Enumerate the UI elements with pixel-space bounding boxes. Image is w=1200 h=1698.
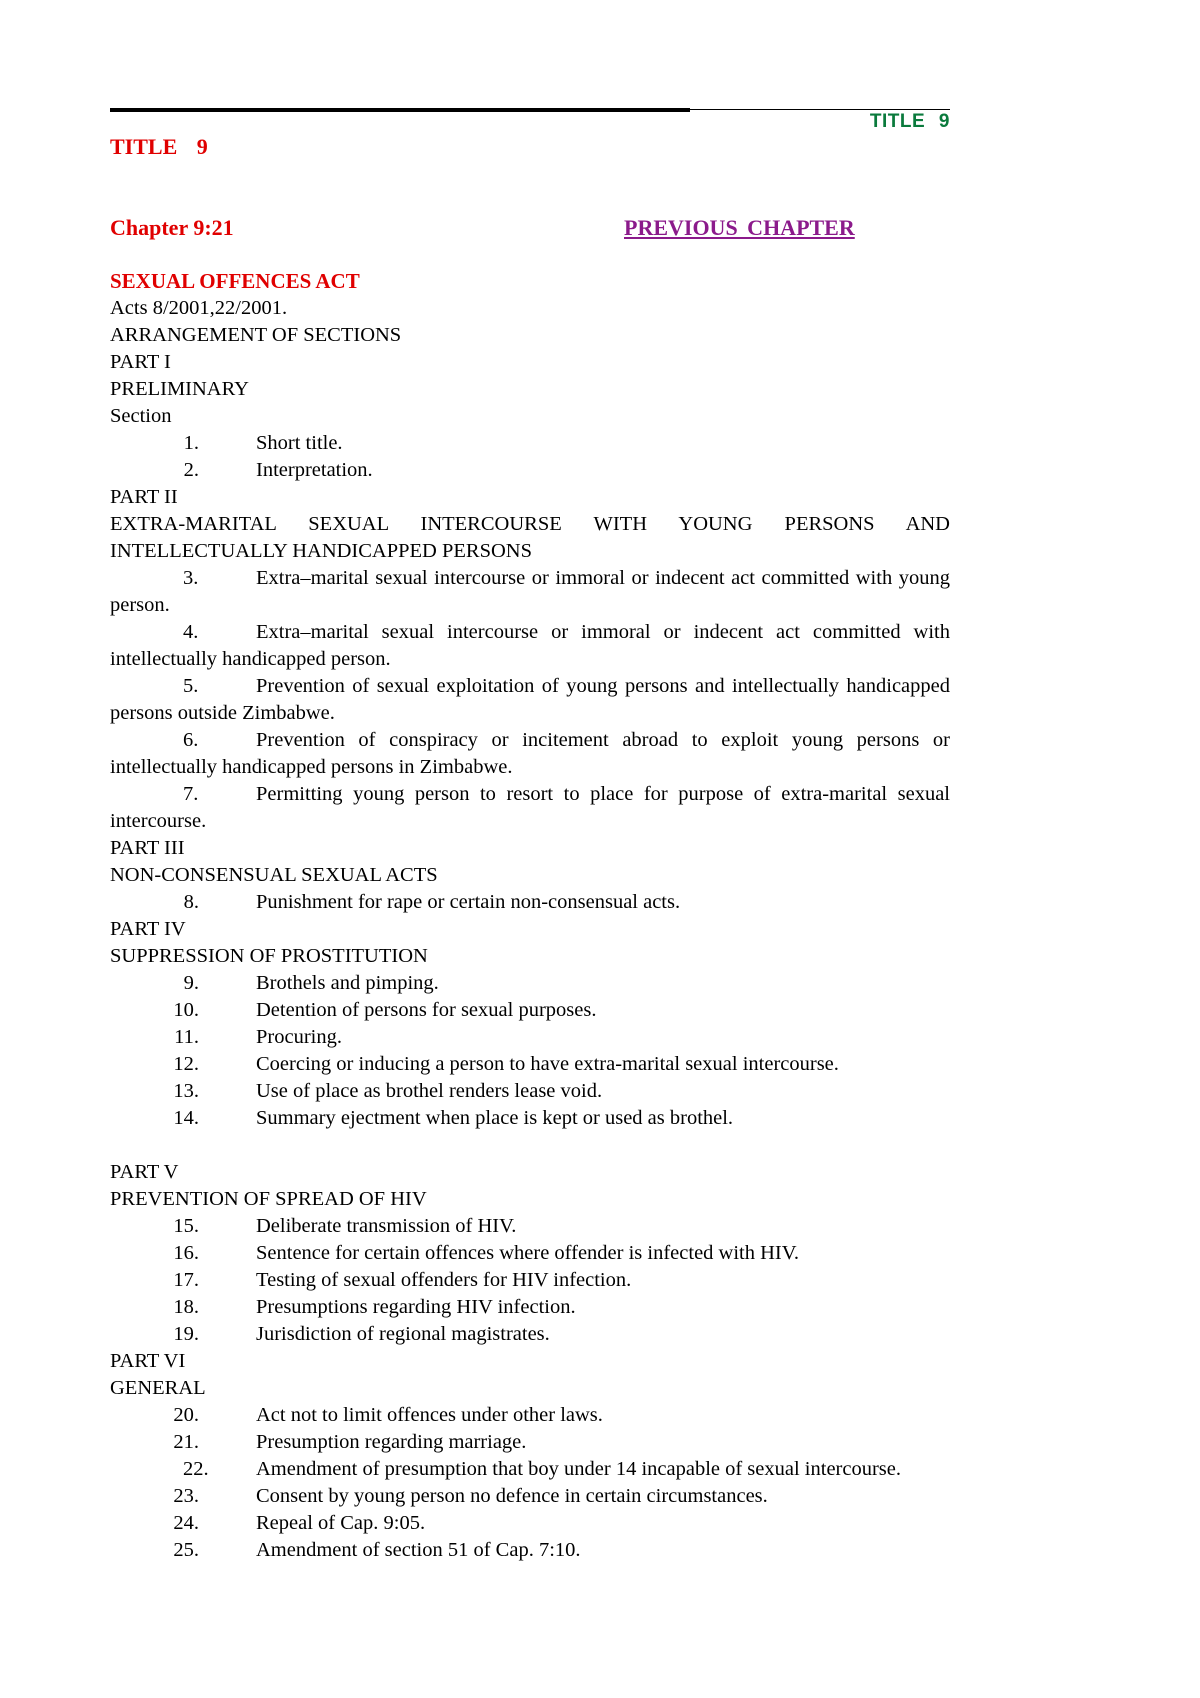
section-item	[110, 673, 950, 727]
section-number: 24.	[173, 1512, 199, 1534]
section-title: Punishment for rape or certain non-consensual acts.	[256, 891, 681, 913]
part-heading: NON-CONSENSUAL SEXUAL ACTS	[110, 864, 438, 886]
section-number: 1.	[183, 432, 199, 454]
section-number: 14.	[173, 1107, 199, 1129]
running-title: TITLE 9	[869, 111, 950, 132]
section-item	[110, 1510, 950, 1537]
section-title: Permitting young person to resort to place for purpose of extra-marital sexual intercourse.	[110, 783, 950, 832]
section-number: 11.	[174, 1026, 199, 1048]
section-title: Interpretation.	[256, 459, 373, 481]
section-item	[110, 727, 950, 781]
section-item	[110, 1321, 950, 1348]
section-item	[110, 1078, 950, 1105]
part-heading: SUPPRESSION OF PROSTITUTION	[110, 945, 428, 967]
section-number: 6.	[183, 729, 199, 751]
arrangement-heading: ARRANGEMENT OF SECTIONS	[110, 324, 402, 346]
section-title: Coercing or inducing a person to have extra-marital sexual intercourse.	[256, 1053, 839, 1075]
section-item	[110, 1105, 950, 1132]
section-item	[110, 457, 950, 484]
section-title: Extra–marital sexual intercourse or immoral or indecent act committed with young person.	[110, 567, 950, 616]
previous-chapter-link[interactable]: PREVIOUS CHAPTER	[624, 215, 855, 240]
section-title: Short title.	[256, 432, 343, 454]
part-label: PART II	[110, 486, 178, 508]
section-number: 10.	[173, 999, 199, 1021]
section-title: Use of place as brothel renders lease void.	[256, 1080, 603, 1102]
section-item	[110, 619, 950, 673]
part-label: PART V	[110, 1161, 179, 1183]
section-title: Amendment of presumption that boy under 14 incapable of sexual intercourse.	[256, 1458, 901, 1480]
part-label: PART I	[110, 351, 171, 373]
part-label: PART IV	[110, 918, 186, 940]
section-number: 9.	[183, 972, 199, 994]
section-column-label: Section	[110, 405, 172, 427]
section-number: 16.	[173, 1242, 199, 1264]
section-item	[110, 781, 950, 835]
section-number: 20.	[173, 1404, 199, 1426]
section-number: 5.	[183, 675, 199, 697]
blank-line	[110, 1132, 950, 1159]
arrangement-of-sections	[110, 268, 950, 1564]
section-title: Amendment of section 51 of Cap. 7:10.	[256, 1539, 581, 1561]
section-title: Deliberate transmission of HIV.	[256, 1215, 517, 1237]
section-item	[110, 1240, 950, 1267]
part-label: PART III	[110, 837, 185, 859]
chapter-row	[110, 215, 950, 243]
section-item	[110, 1429, 950, 1456]
section-number: 23.	[173, 1485, 199, 1507]
section-item	[110, 1537, 950, 1564]
section-title: Prevention of conspiracy or incitement abroad to exploit young persons or intellectually handicapped persons in Zimbabwe.	[110, 729, 950, 778]
section-number: 12.	[173, 1053, 199, 1075]
part-heading: EXTRA-MARITAL SEXUAL INTERCOURSE WITH YOUNG PERSONS AND INTELLECTUALLY HANDICAPPED PERSONS	[110, 513, 950, 562]
section-title: Presumptions regarding HIV infection.	[256, 1296, 576, 1318]
section-title: Procuring.	[256, 1026, 342, 1048]
section-number: 18.	[173, 1296, 199, 1318]
part-label: PART VI	[110, 1350, 186, 1372]
section-title: Repeal of Cap. 9:05.	[256, 1512, 426, 1534]
section-title: Testing of sexual offenders for HIV infection.	[256, 1269, 632, 1291]
section-number: 25.	[173, 1539, 199, 1561]
section-number: 21.	[173, 1431, 199, 1453]
act-title: SEXUAL OFFENCES ACT	[110, 269, 360, 293]
section-title: Sentence for certain offences where offender is infected with HIV.	[256, 1242, 800, 1264]
section-number: 22.	[183, 1458, 209, 1480]
header-rule-thick	[110, 108, 690, 112]
section-title: Brothels and pimping.	[256, 972, 439, 994]
section-item	[110, 1213, 950, 1240]
part-heading: PRELIMINARY	[110, 378, 249, 400]
section-title: Consent by young person no defence in certain circumstances.	[256, 1485, 768, 1507]
section-title: Extra–marital sexual intercourse or immoral or indecent act committed with intellectually handicapped person.	[110, 621, 950, 670]
section-item	[110, 565, 950, 619]
section-number: 13.	[173, 1080, 199, 1102]
section-item	[110, 1402, 950, 1429]
section-item	[110, 1294, 950, 1321]
section-number: 17.	[173, 1269, 199, 1291]
section-item	[110, 997, 950, 1024]
section-title: Summary ejectment when place is kept or used as brothel.	[256, 1107, 734, 1129]
section-title: Act not to limit offences under other laws.	[256, 1404, 603, 1426]
section-title: Detention of persons for sexual purposes.	[256, 999, 597, 1021]
section-item	[110, 1456, 950, 1483]
header-rule-thin	[690, 109, 950, 110]
section-number: 4.	[183, 621, 199, 643]
part-heading: PREVENTION OF SPREAD OF HIV	[110, 1188, 427, 1210]
section-number: 8.	[183, 891, 199, 913]
section-title: Prevention of sexual exploitation of young persons and intellectually handicapped persons outside Zimbabwe.	[110, 675, 950, 724]
section-number: 2.	[183, 459, 199, 481]
section-item	[110, 970, 950, 997]
section-number: 3.	[183, 567, 199, 589]
title-heading: TITLE 9	[110, 134, 208, 159]
section-number: 15.	[173, 1215, 199, 1237]
section-item	[110, 1024, 950, 1051]
acts-reference: Acts 8/2001,22/2001.	[110, 297, 288, 319]
section-number: 7.	[183, 783, 199, 805]
section-title: Presumption regarding marriage.	[256, 1431, 527, 1453]
part-heading: GENERAL	[110, 1377, 206, 1399]
section-item	[110, 1051, 950, 1078]
section-item	[110, 430, 950, 457]
section-title: Jurisdiction of regional magistrates.	[256, 1323, 550, 1345]
section-number: 19.	[173, 1323, 199, 1345]
section-item	[110, 1267, 950, 1294]
chapter-number: Chapter 9:21	[110, 215, 234, 240]
section-item	[110, 889, 950, 916]
section-item	[110, 1483, 950, 1510]
